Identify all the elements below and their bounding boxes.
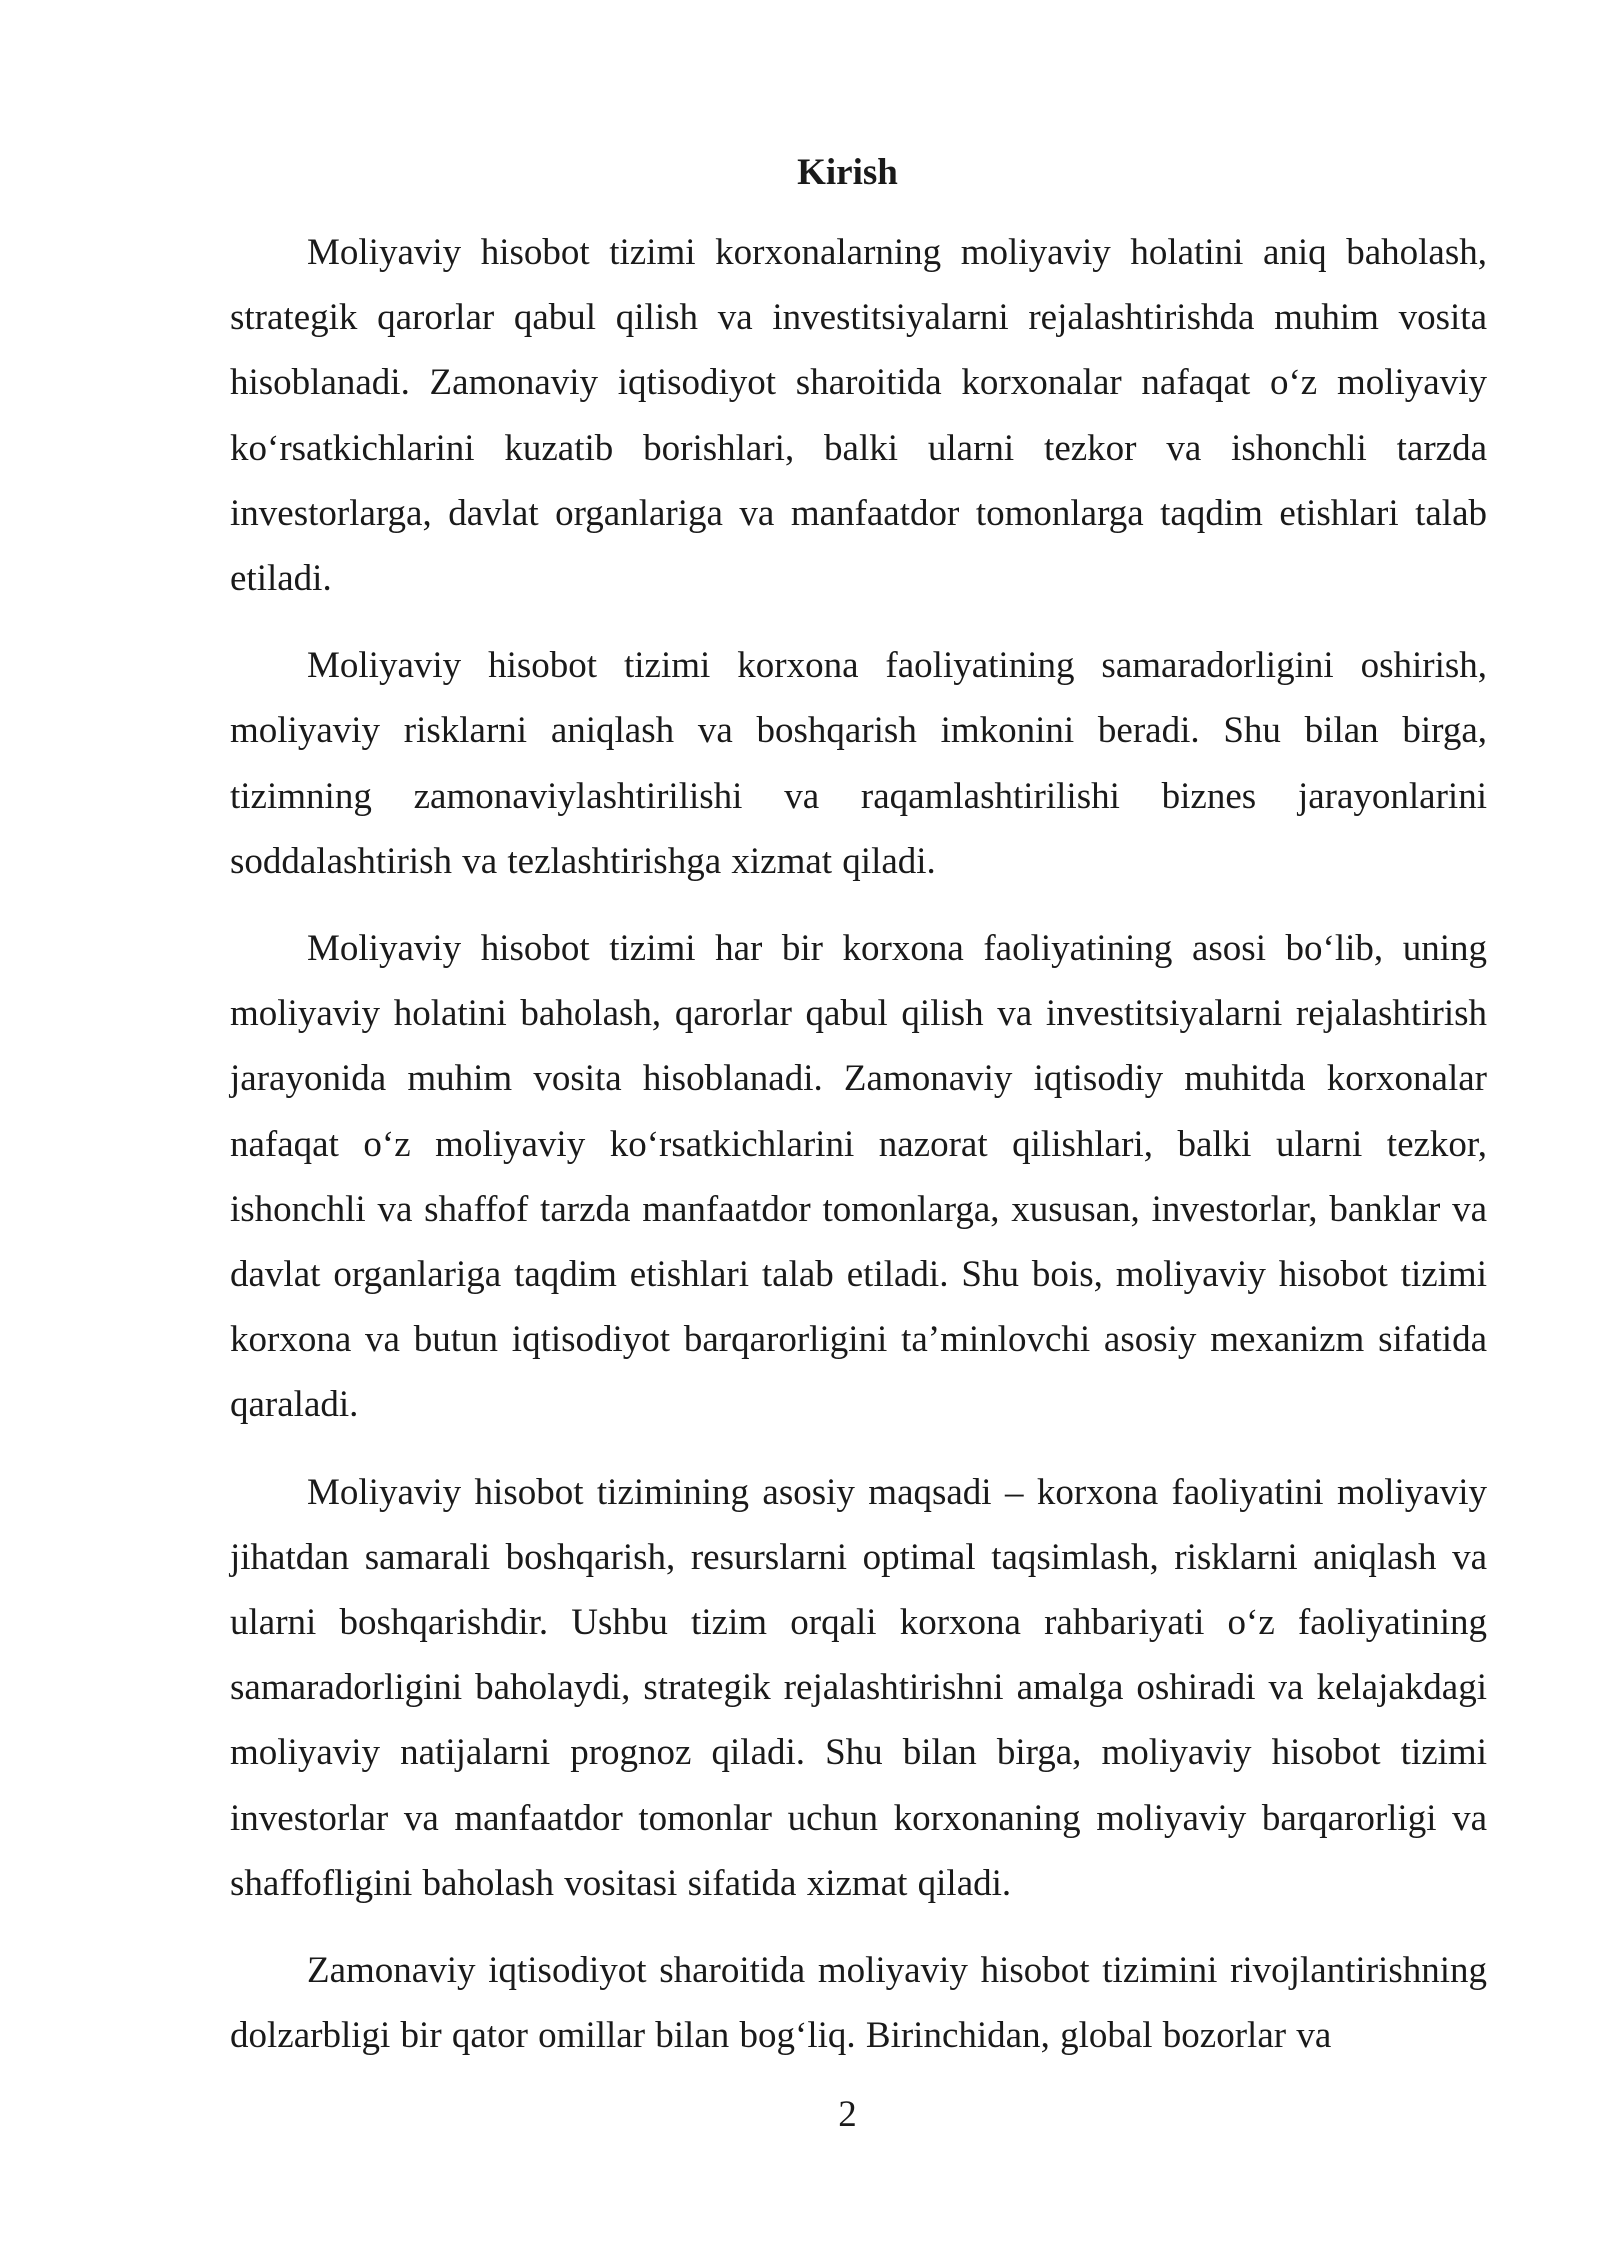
document-body [230,220,1487,2090]
paragraph-1: Moliyaviy hisobot tizimi korxonalarning moliyaviy holatini aniq baholash, strategik qarorlar qabul qilish va investitsiyalarni rejalashtirishda muhim vosita hisoblanadi. Zamonaviy iqtisodiyot sharoitida korxonalar nafaqat o‘z moliyaviy ko‘rsatkichlarini kuzatib borishlari, balki ularni tezkor va ishonchli tarzda investorlarga, davlat organlariga va manfaatdor tomonlarga taqdim etishlari talab etiladi. [230,232,1487,600]
paragraph-2: Moliyaviy hisobot tizimi korxona faoliyatining samaradorligini oshirish, moliyaviy risklarni aniqlash va boshqarish imkonini beradi. Shu bilan birga, tizimning zamonaviylashtirilishi va raqamlashtirilishi biznes jarayonlarini soddalashtirish va tezlashtirishga xizmat qiladi. [230,645,1487,882]
paragraph-5: Zamonaviy iqtisodiyot sharoitida moliyaviy hisobot tizimini rivojlantirishning dolzarbligi bir qator omillar bilan bog‘liq. Birinchidan, global bozorlar va [230,1950,1487,2057]
paragraph-3: Moliyaviy hisobot tizimi har bir korxona faoliyatining asosi bo‘lib, uning moliyaviy holatini baholash, qarorlar qabul qilish va investitsiyalarni rejalashtirish jarayonida muhim vosita hisoblanadi. Zamonaviy iqtisodiy muhitda korxonalar nafaqat o‘z moliyaviy ko‘rsatkichlarini nazorat qilishlari, balki ularni tezkor, ishonchli va shaffof tarzda manfaatdor tomonlarga, xususan, investorlar, banklar va davlat organlariga taqdim etishlari talab etiladi. Shu bois, moliyaviy hisobot tizimi korxona va butun iqtisodiyot barqarorligini ta’minlovchi asosiy mexanizm sifatida qaraladi. [230,928,1487,1426]
paragraph-4: Moliyaviy hisobot tizimining asosiy maqsadi – korxona faoliyatini moliyaviy jihatdan samarali boshqarish, resurslarni optimal taqsimlash, risklarni aniqlash va ularni boshqarishdir. Ushbu tizim orqali korxona rahbariyati o‘z faoliyatining samaradorligini baholaydi, strategik rejalashtirishni amalga oshiradi va kelajakdagi moliyaviy natijalarni prognoz qiladi. Shu bilan birga, moliyaviy hisobot tizimi investorlar va manfaatdor tomonlar uchun korxonaning moliyaviy barqarorligi va shaffofligini baholash vositasi sifatida xizmat qiladi. [230,1471,1487,1904]
page-title: Kirish [797,152,898,193]
page-number: 2 [838,2094,857,2135]
